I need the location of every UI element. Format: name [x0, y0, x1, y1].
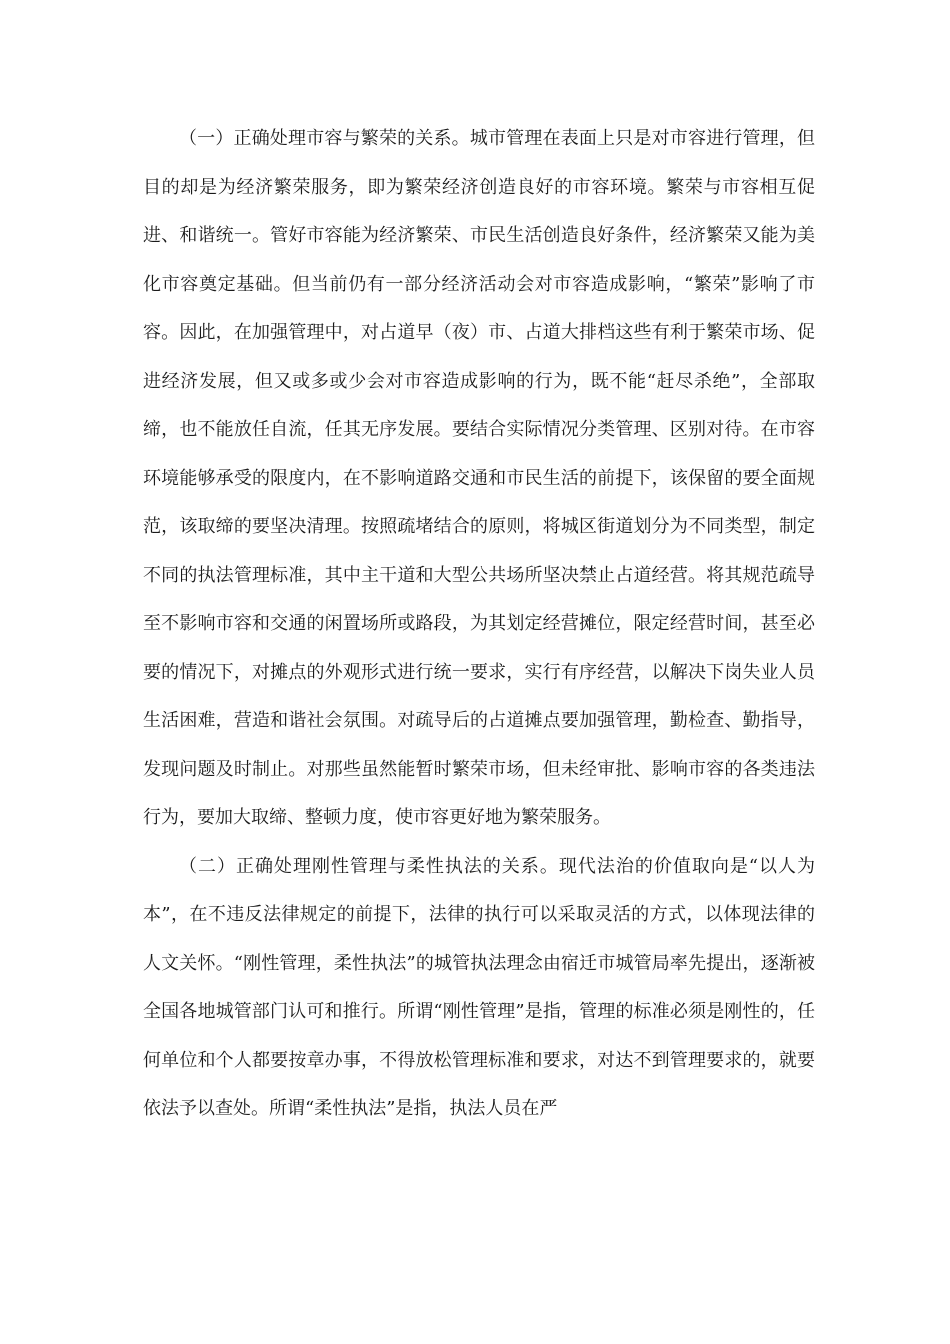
paragraph-2: （二）正确处理刚性管理与柔性执法的关系。现代法治的价值取向是“以人为本”，在不违反法律规定的前提下，法律的执行可以采取灵活的方式，以体现法律的人文关怀。“刚性管理，柔性执法”的城管执法理念由宿迁市城管局率先提出，逐渐被全国各地城管部门认可和推行。所谓“刚性管理”是指，管理的标准必须是刚性的，任何单位和个人都要按章办事，不得放松管理标准和要求，对达不到管理要求的，就要依法予以查处。所谓“柔性执法”是指，执法人员在严	[143, 855, 815, 1119]
paragraph-1: （一）正确处理市容与繁荣的关系。城市管理在表面上只是对市容进行管理，但目的却是为经济繁荣服务，即为繁荣经济创造良好的市容环境。繁荣与市容相互促进、和谐统一。管好市容能为经济繁荣、市民生活创造良好条件，经济繁荣又能为美化市容奠定基础。但当前仍有一部分经济活动会对市容造成影响，“繁荣”影响了市容。因此，在加强管理中，对占道早（夜）市、占道大排档这些有利于繁荣市场、促进经济发展，但又或多或少会对市容造成影响的行为，既不能“赶尽杀绝”，全部取缔，也不能放任自流，任其无序发展。要结合实际情况分类管理、区别对待。在市容环境能够承受的限度内，在不影响道路交通和市民生活的前提下，该保留的要全面规范，该取缔的要坚决清理。按照疏堵结合的原则，将城区街道划分为不同类型，制定不同的执法管理标准，其中主干道和大型公共场所坚决禁止占道经营。将其规范疏导至不影响市容和交通的闲置场所或路段，为其划定经营摊位，限定经营时间，甚至必要的情况下，对摊点的外观形式进行统一要求，实行有序经营，以解决下岗失业人员生活困难，营造和谐社会氛围。对疏导后的占道摊点要加强管理，勤检查、勤指导，发现问题及时制止。对那些虽然能暂时繁荣市场，但未经审批、影响市容的各类违法行为，要加大取缔、整顿力度，使市容更好地为繁荣服务。	[143, 128, 815, 828]
document-body	[143, 115, 815, 1134]
